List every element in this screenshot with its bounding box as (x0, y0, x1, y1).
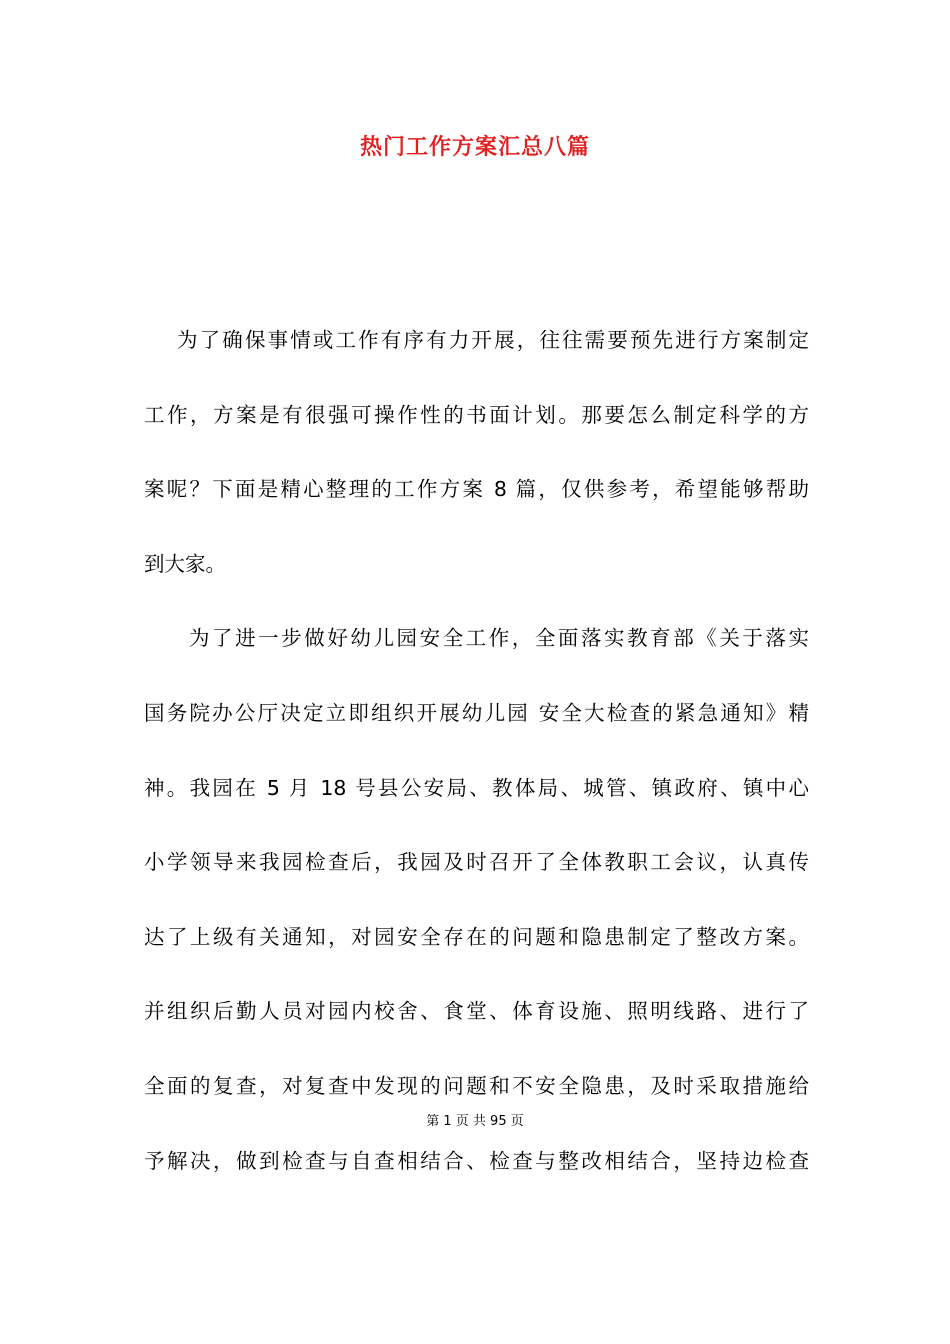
paragraph-line: 神。我园在 5 月 18 号县公安局、教体局、城管、镇政府、镇中心 (144, 775, 809, 800)
paragraph-line: 予解决，做到检查与自查相结合、检查与整改相结合，坚持边检查 (144, 1148, 809, 1173)
paragraph-line: 小学领导来我园检查后，我园及时召开了全体教职工会议，认真传 (144, 850, 809, 875)
paragraph-line: 到大家。 (144, 551, 226, 576)
page-footer: 第 1 页 共 95 页 (426, 1114, 524, 1129)
paragraph-line: 国务院办公厅决定立即组织开展幼儿园 安全大检查的紧急通知》精 (144, 700, 809, 725)
paragraph-line: 为了确保事情或工作有序有力开展，往往需要预先进行方案制定 (177, 328, 809, 352)
paragraph-line: 工作，方案是有很强可操作性的书面计划。那要怎么制定科学的方 (144, 402, 809, 427)
paragraph-line: 案呢？下面是精心整理的工作方案 8 篇，仅供参考，希望能够帮助 (144, 477, 809, 502)
paragraph-line: 达了上级有关通知，对园安全存在的问题和隐患制定了整改方案。 (144, 924, 809, 949)
paragraph-line: 为了进一步做好幼儿园安全工作，全面落实教育部《关于落实 (189, 626, 809, 651)
document-body (144, 313, 809, 1208)
document-title: 热门工作方案汇总八篇 (359, 135, 590, 160)
paragraph-line: 并组织后勤人员对园内校舍、食堂、体育设施、照明线路、进行了 (144, 999, 809, 1024)
paragraph-line: 全面的复查，对复查中发现的问题和不安全隐患，及时采取措施给 (144, 1073, 809, 1098)
